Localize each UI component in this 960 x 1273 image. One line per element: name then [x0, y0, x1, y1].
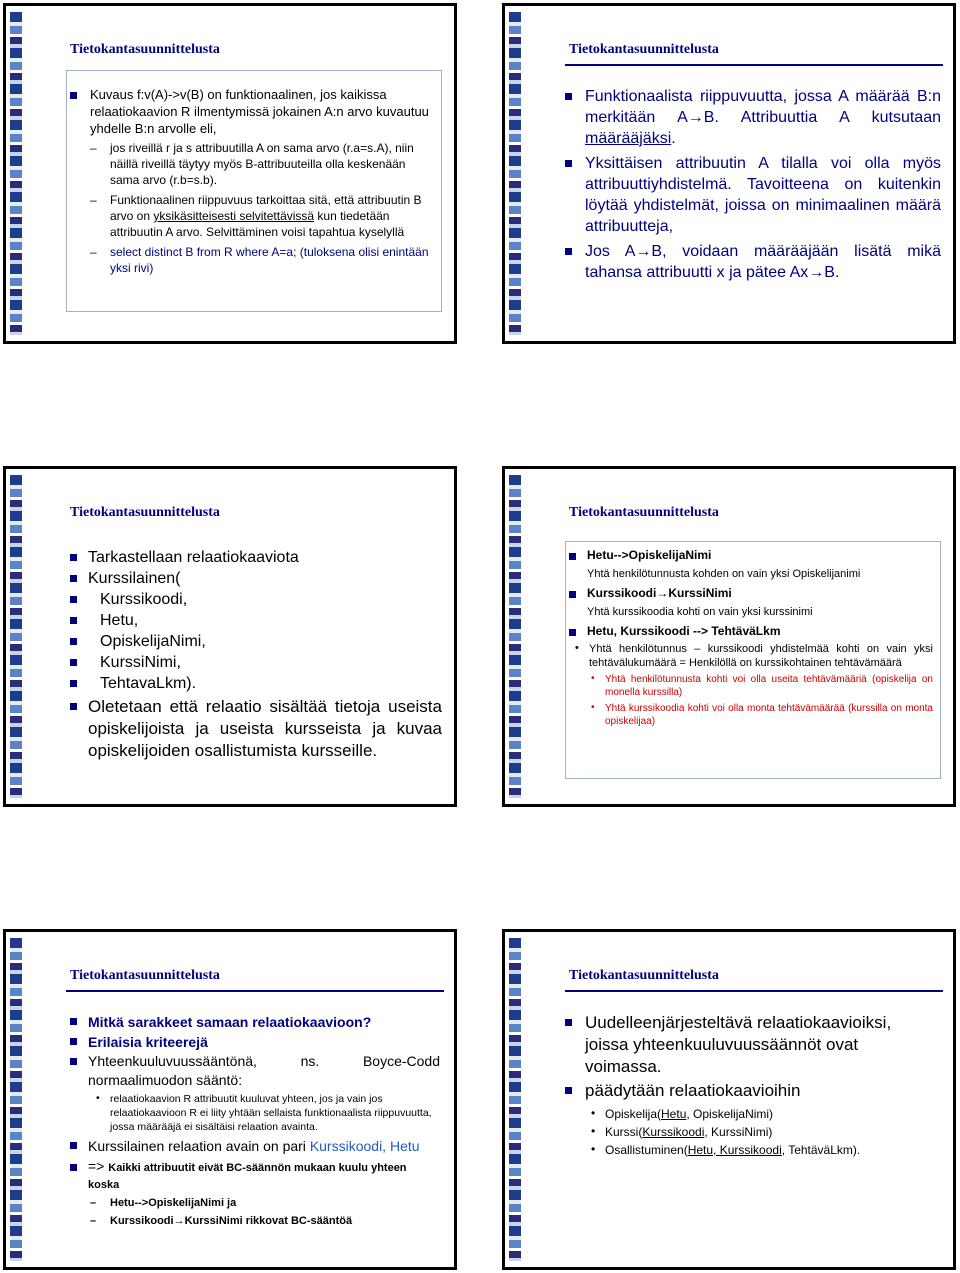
slide-stripe — [509, 938, 521, 1261]
sub-item: – Funktionaalinen riippuvuus tarkoittaa sitä, että attribuutin B arvo on yksikäsitteisesti selvitettävissä kun tiedetään attribuutin A arvo. Selvittäminen voisi tapahtua kyselyllä — [70, 192, 434, 240]
sub-item — [70, 140, 434, 188]
bullet-text: Kuvaus f:v(A)->v(B) on funktionaalinen, jos kaikissa relaatiokaavion R ilmentymissä jokainen A:n arvo kuvautuu yhdelle B:n arvolle eli, — [90, 87, 429, 136]
arrow-icon: → — [656, 586, 669, 600]
slide-content — [70, 86, 434, 276]
description-text: Yhtä henkilötunnusta kohden on vain yksi Opiskelijanimi — [587, 568, 861, 580]
slide-content — [70, 547, 442, 762]
slide-title: Tietokantasuunnittelusta — [70, 42, 220, 57]
bullet-item: Yksittäisen attribuutin A tilalla voi olla myös attribuuttiyhdistelmä. Tavoitteena on kuitenkin löytää yhdistelmät, joissa on minimaalinen määrä attribuutteja, — [565, 153, 941, 237]
sub-sub-bullet: • Yhtä henkilötunnusta kohti voi olla useita tehtävämääriä (opiskelija on monella kurssilla) — [585, 673, 933, 699]
bullet-item: Kurssilainen relaation avain on pari Kurssikoodi, Hetu — [70, 1136, 440, 1156]
bullet-item: Jos A→B, voidaan määrääjään lisätä mikä tahansa attribuutti x ja pätee Ax→B. — [565, 241, 941, 283]
slide-6 — [502, 929, 956, 1270]
slide-content — [70, 1012, 440, 1229]
sub-bullet: • Opiskelija(Hetu, OpiskelijaNimi) — [585, 1105, 939, 1123]
slide-3 — [3, 466, 457, 807]
title-rule — [565, 64, 943, 66]
sub-item-query: – select distinct B from R where A=a; (tuloksena olisi enintään yksi rivi) — [70, 244, 434, 276]
slide-content — [565, 86, 941, 283]
bullet-item: Erilaisia kriteerejä — [70, 1032, 440, 1052]
slide-1 — [3, 3, 457, 344]
bullet-item: Kurssikoodi→KurssiNimi — [569, 585, 933, 601]
slide-title: Tietokantasuunnittelusta — [569, 42, 719, 57]
sub-bullet: • Osallistuminen(Hetu, Kurssikoodi, TehtäväLkm). — [585, 1141, 939, 1159]
arrow-icon: → — [635, 243, 652, 260]
slide-5 — [3, 929, 457, 1270]
title-rule — [565, 990, 943, 992]
bullet-item: Kurssikoodi, — [70, 589, 442, 610]
sub-bullet: • Kurssi(Kurssikoodi, KurssiNimi) — [585, 1123, 939, 1141]
slide-4 — [502, 466, 956, 807]
bullet-item: päädytään relaatiokaavioihin — [565, 1080, 939, 1102]
arrow-icon: → — [808, 264, 825, 281]
slide-title: Tietokantasuunnittelusta — [569, 505, 719, 520]
bullet-item: Hetu, — [70, 610, 442, 631]
sub-text: jos riveillä r ja s attribuutilla A on sama arvo (r.a=s.A), niin näillä riveillä täytyy myös B-attribuuteilla olla keskenään sama arvo (r.b=s.b). — [110, 141, 414, 187]
underlined-text: yksikäsitteisesti selvitettävissä — [153, 209, 315, 223]
slide-title: Tietokantasuunnittelusta — [569, 968, 719, 983]
slide-stripe — [10, 12, 22, 335]
bullet-item: Tarkastellaan relaatiokaaviota — [70, 547, 442, 568]
sub-sub-bullet: • Yhtä kurssikoodia kohti voi olla monta tehtävämäärää (kurssilla on monta opiskelijaa) — [585, 702, 933, 728]
bullet-item: Mitkä sarakkeet samaan relaatiokaavioon? — [70, 1012, 440, 1032]
bullet-item — [70, 86, 434, 137]
bullet-item: KurssiNimi, — [70, 652, 442, 673]
bullet-item: OpiskelijaNimi, — [70, 631, 442, 652]
slide-2 — [502, 3, 956, 344]
slide-stripe — [10, 475, 22, 798]
bullet-item: Oletetaan että relaatio sisältää tietoja useista opiskelijoista ja useista kursseista ja kuvaa opiskelijoiden osallistumista kursseille. — [70, 696, 442, 762]
arrow-icon: → — [687, 109, 704, 126]
arrow-icon: → — [173, 1215, 185, 1227]
bullet-item: TehtavaLkm). — [70, 673, 442, 694]
slide-content — [569, 547, 933, 728]
sub-bullet: • Yhtä henkilötunnus – kurssikoodi yhdistelmää kohti on vain yksi tehtävälukumäärä = Henkilöllä on kurssikohtainen tehtävämäärä — [569, 642, 933, 670]
slide-title: Tietokantasuunnittelusta — [70, 968, 220, 983]
description-text: Yhtä kurssikoodia kohti on vain yksi kurssinimi — [587, 606, 813, 618]
sub-bullet: • relaatiokaavion R attribuutit kuuluvat yhteen, jos ja vain jos relaatiokaavioon R ei liity yhtään sellaista funktionaalista riippuvuutta, jossa määrääjä ei sisältäisi relaation avainta. — [90, 1092, 440, 1134]
sub-item: – Kurssikoodi→KurssiNimi rikkovat BC-sääntöä — [70, 1213, 440, 1229]
slide-content — [565, 1012, 939, 1159]
slide-title: Tietokantasuunnittelusta — [70, 505, 220, 520]
justified-line: Yhteenkuuluvuussääntönä, ns. Boyce-Codd — [88, 1053, 440, 1069]
bullet-item: Funktionaalista riippuvuutta, jossa A määrää B:n merkitään A→B. Attribuuttia A kutsutaan määrääjäksi. — [565, 86, 941, 149]
title-rule — [66, 990, 444, 992]
bullet-item: => Kaikki attribuutit eivät BC-säännön mukaan kuulu yhteen koska — [70, 1158, 440, 1193]
bullet-item: Yhteenkuuluvuussääntönä, ns. Boyce-Codd normaalimuodon sääntö: — [70, 1052, 440, 1090]
slide-stripe — [509, 475, 521, 798]
bullet-item: Hetu-->OpiskelijaNimi — [569, 547, 933, 563]
bullet-item: Uudelleenjärjesteltävä relaatiokaavioiksi, joissa yhteenkuuluvuussäännöt ovat voimassa. — [565, 1012, 939, 1078]
sub-item: – Hetu-->OpiskelijaNimi ja — [70, 1195, 440, 1211]
bullet-item: Kurssilainen( — [70, 568, 442, 589]
slide-stripe — [509, 12, 521, 335]
bullet-item: Hetu, Kurssikoodi --> TehtäväLkm — [569, 623, 933, 639]
slide-stripe — [10, 938, 22, 1261]
